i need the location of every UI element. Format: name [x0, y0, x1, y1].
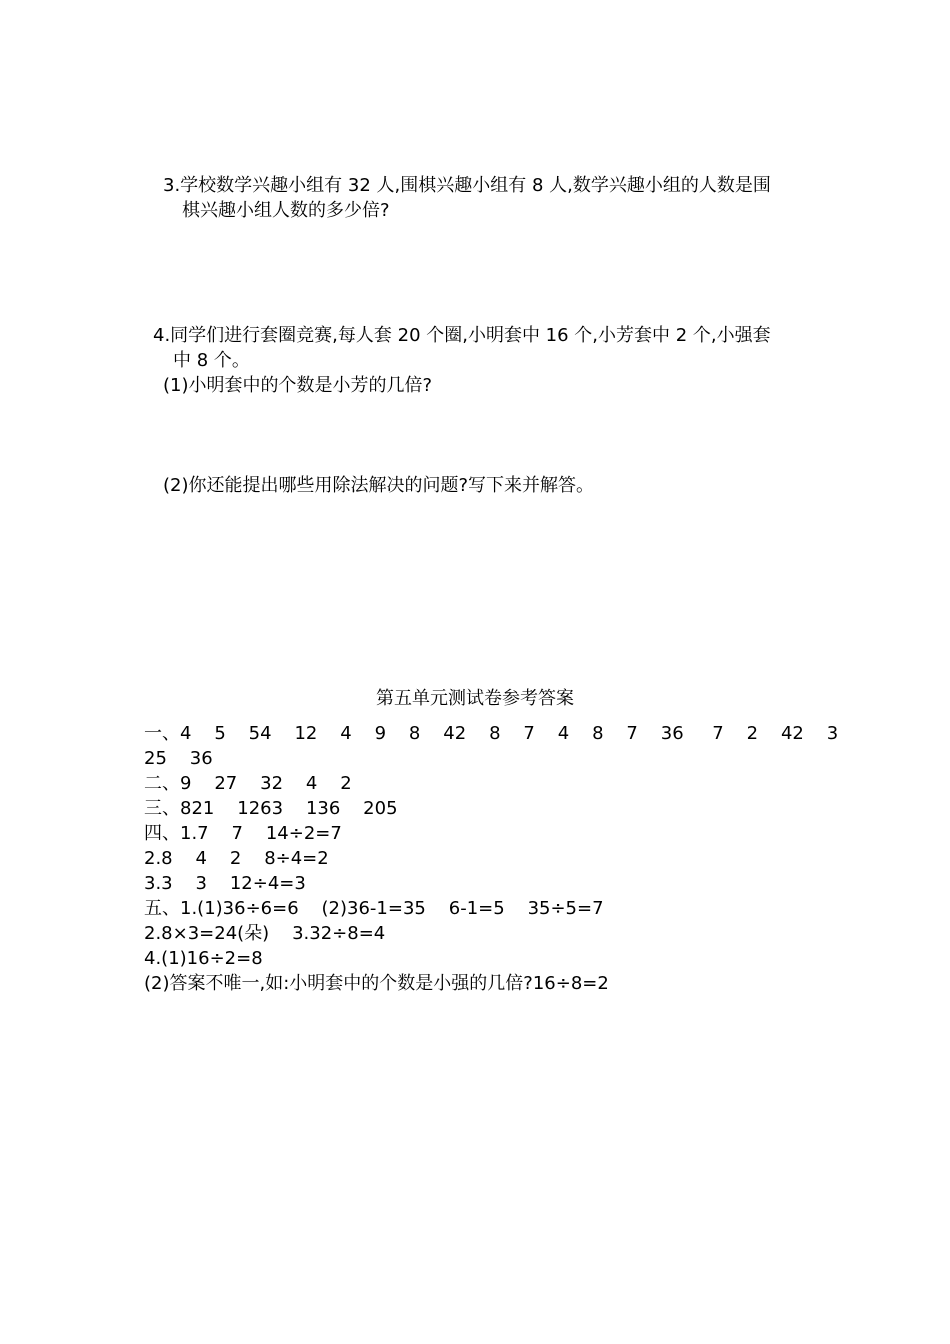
answer-line: 三、821 1263 136 205	[144, 798, 398, 819]
answer-key-title: 第五单元测试卷参考答案	[376, 688, 574, 709]
answer-line: 2.8×3=24(朵) 3.32÷8=4	[144, 923, 386, 944]
answer-line: 3.3 3 12÷4=3	[144, 873, 306, 894]
question-4-subquestion-2: (2)你还能提出哪些用除法解决的问题?写下来并解答。	[163, 475, 595, 496]
answer-line: 一、4 5 54 12 4 9 8 42 8 7 4 8 7 36 7 2 42 3	[144, 723, 839, 744]
answer-line: 五、1.(1)36÷6=6 (2)36-1=35 6-1=5 35÷5=7	[144, 898, 604, 919]
question-3-line-1: 3.学校数学兴趣小组有 32 人,围棋兴趣小组有 8 人,数学兴趣小组的人数是围	[163, 175, 771, 196]
answer-line: 2.8 4 2 8÷4=2	[144, 848, 329, 869]
answer-line: 二、9 27 32 4 2	[144, 773, 352, 794]
question-4-line-2: 中 8 个。	[173, 350, 250, 371]
question-3-line-2: 棋兴趣小组人数的多少倍?	[182, 200, 390, 221]
answer-line: (2)答案不唯一,如:小明套中的个数是小强的几倍?16÷8=2	[144, 973, 609, 994]
answer-line: 4.(1)16÷2=8	[144, 948, 263, 969]
answer-line: 四、1.7 7 14÷2=7	[144, 823, 342, 844]
answer-line: 25 36	[144, 748, 213, 769]
question-4-line-1: 4.同学们进行套圈竞赛,每人套 20 个圈,小明套中 16 个,小芳套中 2 个,小强套	[153, 325, 771, 346]
question-4-subquestion-1: (1)小明套中的个数是小芳的几倍?	[163, 375, 433, 396]
